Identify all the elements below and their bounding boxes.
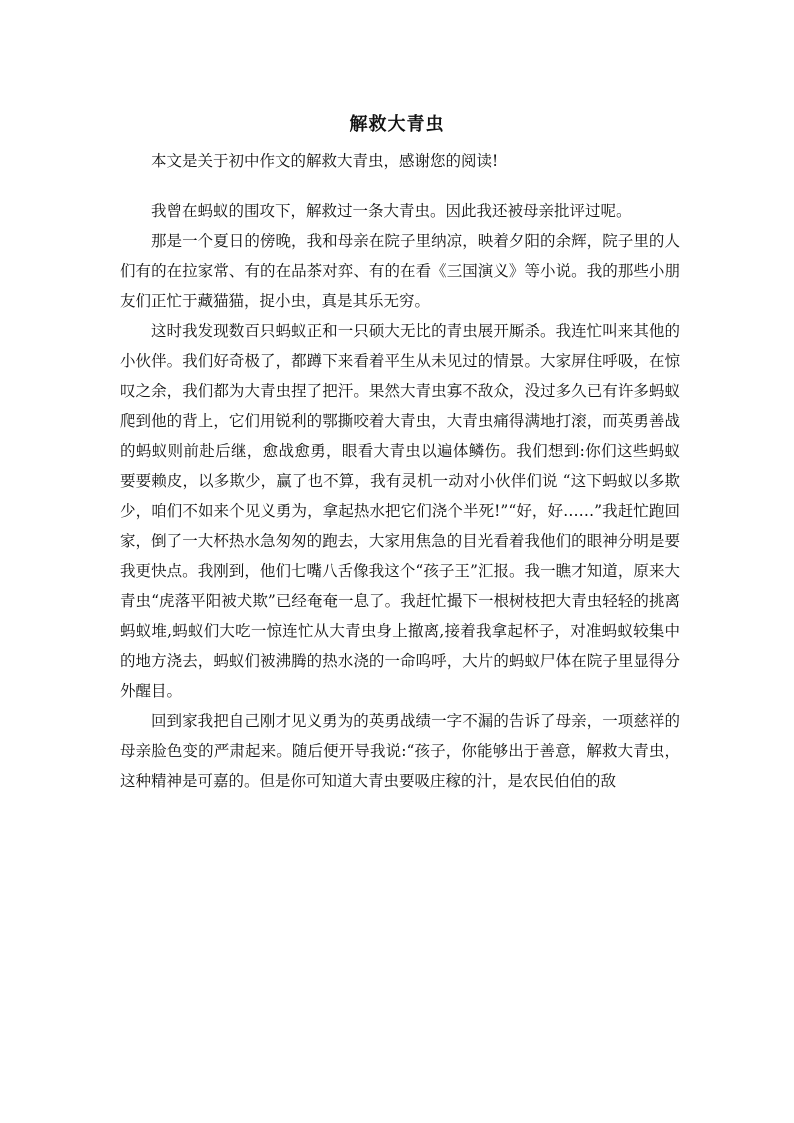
paragraph-2: 那是一个夏日的傍晚，我和母亲在院子里纳凉，映着夕阳的余辉，院子里的人们有的在拉家常、有的在品茶对弈、有的在看《三国演义》等小说。我的那些小朋友们正忙于藏猫猫，捉小虫，真是其乐无穷。 (120, 232, 680, 310)
paragraph-3: 这时我发现数百只蚂蚁正和一只硕大无比的青虫展开厮杀。我连忙叫来其他的小伙伴。我们好奇极了，都蹲下来看着平生从未见过的情景。大家屏住呼吸，在惊叹之余，我们都为大青虫捏了把汗。果然大青虫寡不敌众，没过多久已有许多蚂蚁爬到他的背上，它们用锐利的鄂撕咬着大青虫，大青虫痛得满地打滚，而英勇善战的蚂蚁则前赴后继，愈战愈勇，眼看大青虫以遍体鳞伤。我们想到:你们这些蚂蚁要要赖皮，以多欺少，赢了也不算，我有灵机一动对小伙伴们说 “这下蚂蚁以多欺少，咱们不如来个见义勇为，拿起热水把它们浇个半死!”“好，好……”我赶忙跑回家，倒了一大杯热水急匆匆的跑去，大家用焦急的目光看着我他们的眼神分明是要我更快点。我刚到，他们七嘴八舌像我这个“孩子王”汇报。我一瞧才知道，原来大青虫“虎落平阳被犬欺”已经奄奄一息了。我赶忙撮下一根树枝把大青虫轻轻的挑离蚂蚁堆,蚂蚁们大吃一惊连忙从大青虫身上撤离,接着我拿起杯子，对准蚂蚁较集中的地方浇去，蚂蚁们被沸腾的热水浇的一命呜呼，大片的蚂蚁尸体在院子里显得分外醒目。 (120, 322, 680, 700)
essay-text (120, 196, 680, 796)
paragraph-4: 回到家我把自己刚才见义勇为的英勇战绩一字不漏的告诉了母亲，一项慈祥的母亲脸色变的严肃起来。随后便开导我说:“孩子，你能够出于善意，解救大青虫，这种精神是可嘉的。但是你可知道大青虫要吸庄稼的汁，是农民伯伯的敌 (120, 712, 680, 790)
document-title: 解救大青虫 (349, 114, 445, 136)
intro-paragraph: 本文是关于初中作文的解救大青虫，感谢您的阅读! (151, 152, 499, 170)
paragraph-1: 我曾在蚂蚁的围攻下，解救过一条大青虫。因此我还被母亲批评过呢。 (151, 202, 632, 220)
document-body (120, 146, 680, 796)
